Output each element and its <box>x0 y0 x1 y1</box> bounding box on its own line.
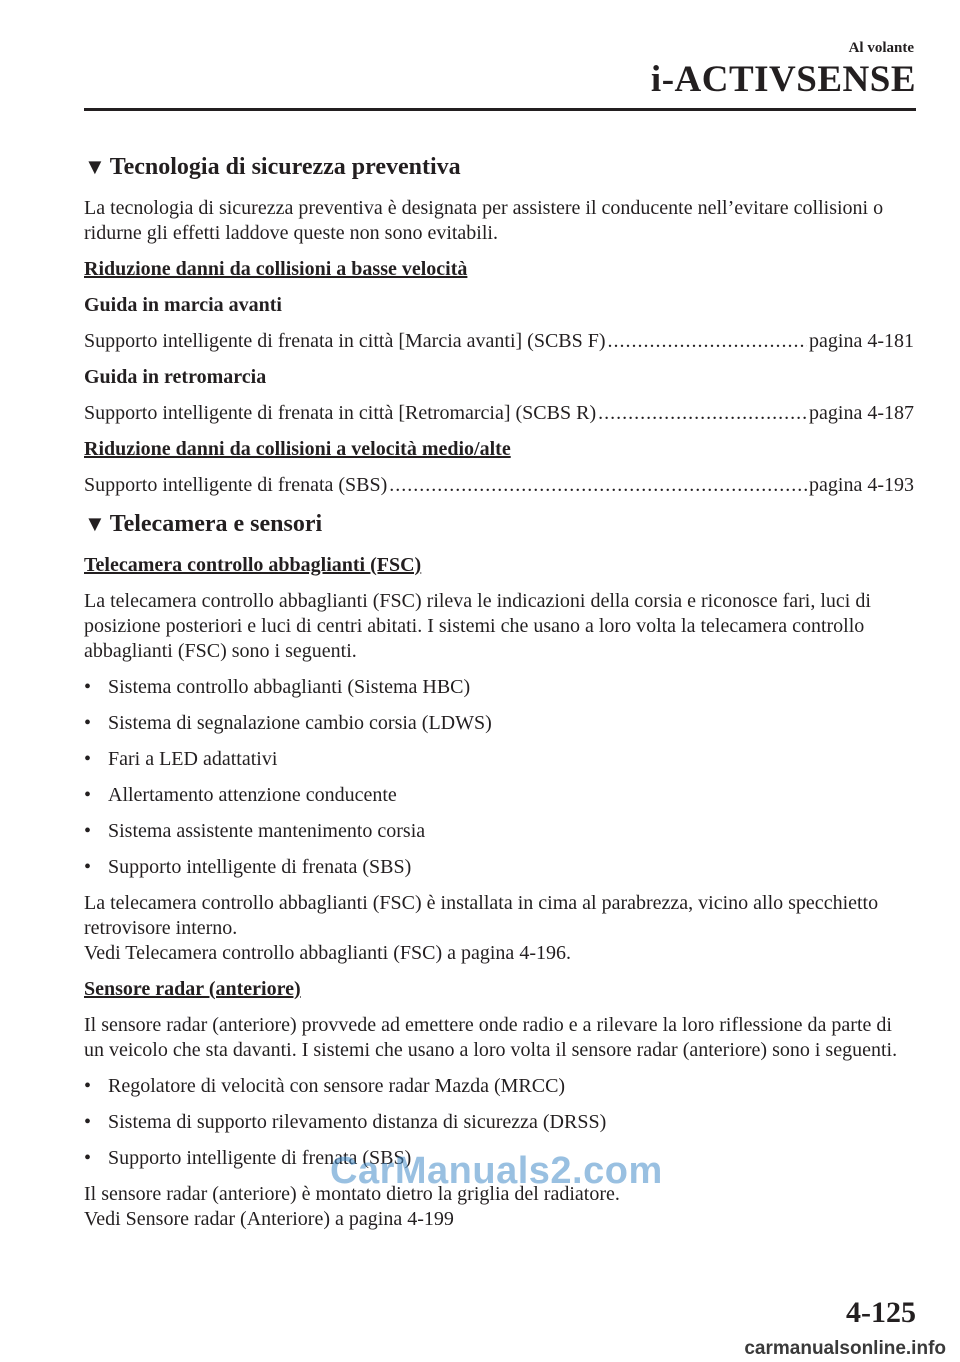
fsc-intro: La telecamera controllo abbaglianti (FSC) rileva le indicazioni della corsia e riconosce fari, luci di posizione posteriori e luci di centri abitati. I sistemi che usano a loro volta la telecamera controllo abbaglianti (FSC) sono i seguenti. <box>84 590 871 662</box>
triangle-down-icon: ▼ <box>84 511 106 536</box>
watermark: CarManuals2.com <box>330 1150 663 1192</box>
subheading-mid-high-speed: Riduzione danni da collisioni a velocità medio/alte <box>84 438 511 460</box>
subheading-low-speed: Riduzione danni da collisioni a basse velocità <box>84 258 468 280</box>
page-number: 4-125 <box>846 1296 916 1329</box>
list-item: • Regolatore di velocità con sensore radar Mazda (MRCC) <box>84 1075 566 1097</box>
subheading-fsc: Telecamera controllo abbaglianti (FSC) <box>84 554 422 576</box>
header-section: Al volante <box>848 40 914 56</box>
bullet-dot-icon: • <box>84 820 92 842</box>
page-reference-scbs-f[interactable] <box>84 329 914 354</box>
bullet-dot-icon: • <box>84 1075 92 1097</box>
bullet-dot-icon: • <box>84 856 92 878</box>
reference-text: Supporto intelligente di frenata (SBS) <box>84 474 388 496</box>
page-reference-scbs-r[interactable] <box>84 401 914 426</box>
header-rule <box>84 108 916 111</box>
fsc-location: La telecamera controllo abbaglianti (FSC) è installata in cima al parabrezza, vicino allo specchietto retrovisore interno. Vedi Telecamera controllo abbaglianti (FSC) a pagina 4-196. <box>84 892 879 964</box>
radar-intro: Il sensore radar (anteriore) provvede ad emettere onde radio e a rilevare la loro riflessione da parte di un veicolo che sta davanti. I sistemi che usano a loro volta il sensore radar (anteriore) sono i seguenti. <box>84 1014 898 1061</box>
list-item: • Sistema assistente mantenimento corsia <box>84 820 426 842</box>
page-title: i-ACTIVSENSE <box>650 59 916 100</box>
list-item: • Sistema di segnalazione cambio corsia (LDWS) <box>84 712 492 734</box>
page-content <box>84 152 914 1243</box>
reference-page: pagina 4-181 <box>809 330 914 352</box>
triangle-down-icon: ▼ <box>84 154 106 179</box>
reference-page: pagina 4-187 <box>809 402 914 424</box>
bullet-dot-icon: • <box>84 748 92 770</box>
reference-page: pagina 4-193 <box>809 474 914 496</box>
bullet-dot-icon: • <box>84 1147 92 1169</box>
fsc-page-reference[interactable]: Vedi Telecamera controllo abbaglianti (FSC) a pagina 4-196. <box>84 942 571 964</box>
bullet-dot-icon: • <box>84 676 92 698</box>
bullet-dot-icon: • <box>84 1111 92 1133</box>
section-heading-camera-sensors: ▼ Telecamera e sensori <box>84 511 323 537</box>
bullet-dot-icon: • <box>84 712 92 734</box>
list-item: • Allertamento attenzione conducente <box>84 784 397 806</box>
list-item: • Sistema di supporto rilevamento distanza di sicurezza (DRSS) <box>84 1111 607 1133</box>
reference-text: Supporto intelligente di frenata in città [Retromarcia] (SCBS R) <box>84 402 597 424</box>
reference-text: Supporto intelligente di frenata in città [Marcia avanti] (SCBS F) <box>84 330 606 352</box>
list-item: • Supporto intelligente di frenata (SBS) <box>84 1147 412 1169</box>
list-item: • Fari a LED adattativi <box>84 748 278 770</box>
list-item: • Sistema controllo abbaglianti (Sistema HBC) <box>84 676 471 698</box>
subheading-radar: Sensore radar (anteriore) <box>84 978 301 1000</box>
section-intro: La tecnologia di sicurezza preventiva è designata per assistere il conducente nell’evitare collisioni o ridurne gli effetti laddove queste non sono evitabili. <box>84 197 884 244</box>
list-item: • Supporto intelligente di frenata (SBS) <box>84 856 412 878</box>
page-reference-sbs[interactable] <box>84 473 914 498</box>
radar-page-reference[interactable]: Vedi Sensore radar (Anteriore) a pagina 4-199 <box>84 1208 454 1230</box>
section-heading-prevention: ▼ Tecnologia di sicurezza preventiva <box>84 154 461 180</box>
footer-url[interactable]: carmanualsonline.info <box>744 1338 946 1359</box>
radar-location: Il sensore radar (anteriore) è montato dietro la griglia del radiatore. Vedi Sensore radar (Anteriore) a pagina 4-199 <box>84 1183 620 1230</box>
label-reverse: Guida in retromarcia <box>84 366 267 388</box>
label-forward: Guida in marcia avanti <box>84 294 282 316</box>
bullet-dot-icon: • <box>84 784 92 806</box>
